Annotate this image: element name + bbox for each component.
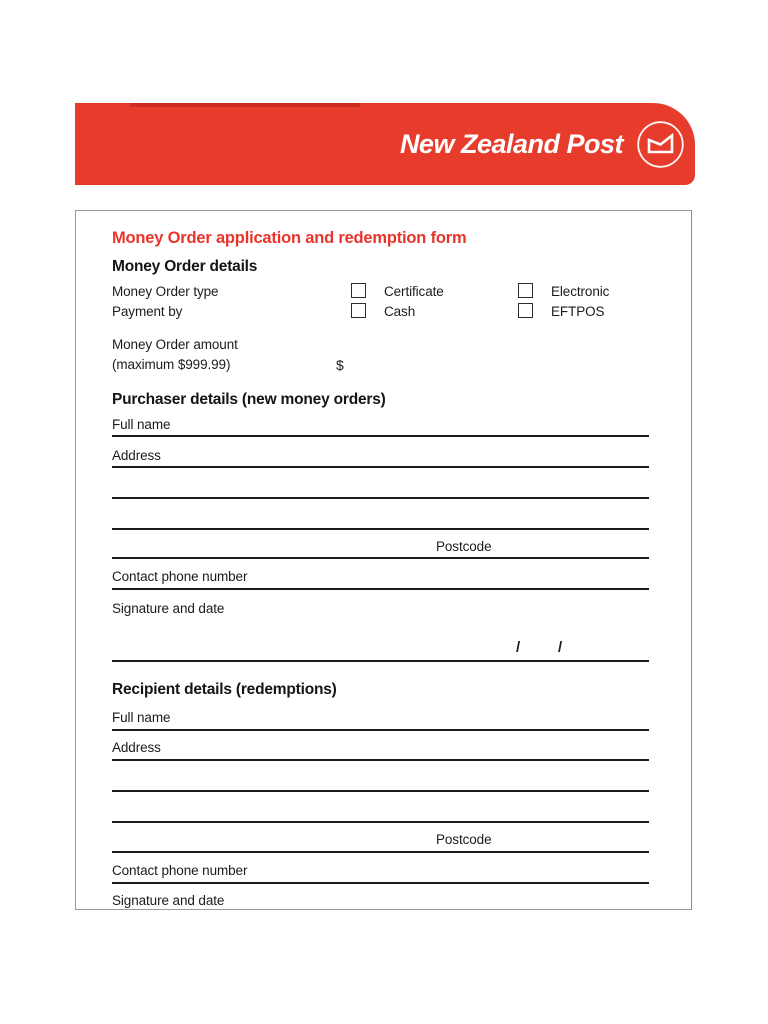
certificate-label: Certificate [384,284,444,299]
electronic-checkbox[interactable] [518,283,533,298]
eftpos-label: EFTPOS [551,304,605,319]
section-heading-purchaser: Purchaser details (new money orders) [112,391,386,408]
purchaser-phone-label: Contact phone number [112,569,248,584]
cash-checkbox[interactable] [351,303,366,318]
recipient-phone-field-line[interactable] [112,882,649,884]
purchaser-signature-label: Signature and date [112,601,225,616]
purchaser-address-label: Address [112,448,161,463]
recipient-postcode-field-line[interactable] [112,851,649,853]
brand-banner [75,103,695,185]
purchaser-address-field-line-3[interactable] [112,528,649,530]
amount-label-line2: (maximum $999.99) [112,357,231,372]
purchaser-address-field-line[interactable] [112,466,649,468]
purchaser-phone-field-line[interactable] [112,588,649,590]
purchaser-full-name-field-line[interactable] [112,435,649,437]
amount-label-line1: Money Order amount [112,337,238,352]
recipient-address-field-line[interactable] [112,759,649,761]
purchaser-postcode-label: Postcode [436,539,492,554]
form-title: Money Order application and redemption form [112,229,467,247]
purchaser-date-slash-2: / [558,639,563,656]
section-heading-recipient: Recipient details (redemptions) [112,681,337,698]
recipient-signature-label: Signature and date [112,893,225,908]
recipient-address-field-line-2[interactable] [112,790,649,792]
recipient-postcode-label: Postcode [436,832,492,847]
eftpos-checkbox[interactable] [518,303,533,318]
brand-logo-text: New Zealand Post [399,128,623,159]
purchaser-address-field-line-2[interactable] [112,497,649,499]
section-heading-money-order-details: Money Order details [112,258,258,275]
certificate-checkbox[interactable] [351,283,366,298]
purchaser-postcode-field-line[interactable] [112,557,649,559]
envelope-icon [636,120,685,169]
currency-symbol: $ [336,357,344,373]
form-box [75,210,692,910]
recipient-address-field-line-3[interactable] [112,821,649,823]
purchaser-date-slash-1: / [516,639,521,656]
banner-top-shade [130,103,360,107]
amount-field[interactable] [351,357,551,375]
payment-by-label: Payment by [112,304,183,319]
recipient-address-label: Address [112,740,161,755]
purchaser-full-name-label: Full name [112,417,171,432]
electronic-label: Electronic [551,284,610,299]
purchaser-signature-field-line[interactable] [112,660,649,662]
cash-label: Cash [384,304,416,319]
recipient-full-name-label: Full name [112,710,171,725]
recipient-phone-label: Contact phone number [112,863,248,878]
money-order-type-label: Money Order type [112,284,219,299]
recipient-full-name-field-line[interactable] [112,729,649,731]
